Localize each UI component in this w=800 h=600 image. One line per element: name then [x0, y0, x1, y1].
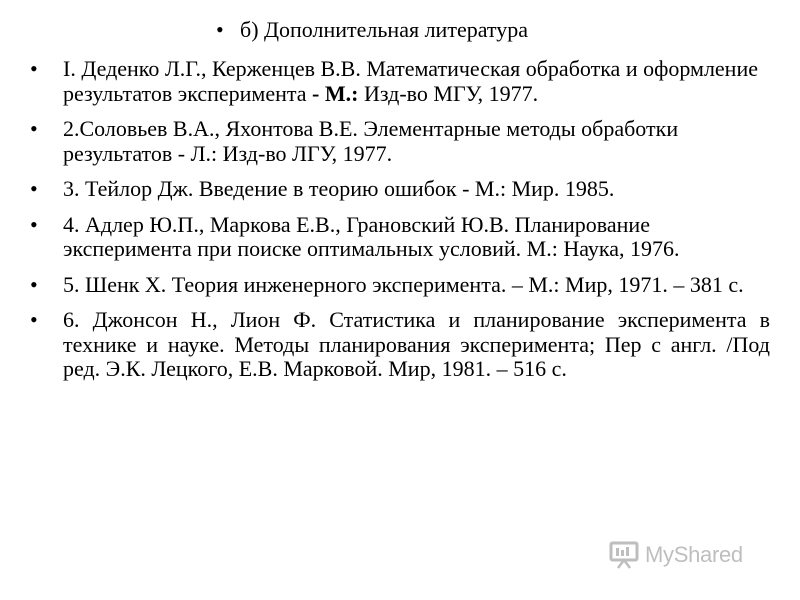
section-subtitle [216, 16, 528, 44]
reference-text: I. Деденко Л.Г., Керженцев В.В. Математическая обработка и оформление результатов эксперимента [63, 56, 758, 106]
reference-text: 5. Шенк Х. Теория инженерного эксперимента. – М.: Мир, 1971. – 381 с. [63, 271, 744, 297]
reference-list [30, 57, 770, 393]
watermark-text: MyShared [645, 542, 743, 567]
reference-text: 3. Тейлор Дж. Введение в теорию ошибок - М.: Мир. 1985. [63, 176, 615, 201]
bullet: • [216, 17, 224, 42]
reference-item-3 [30, 177, 770, 202]
presentation-board-icon [609, 541, 639, 569]
reference-text: 2.Соловьев В.А., Яхонтова В.Е. Элементарные методы обработки результатов - Л.: Изд-во ЛГУ, 1977. [63, 116, 679, 166]
reference-item-1 [30, 57, 770, 106]
bullet: • [30, 56, 38, 81]
reference-text-end: Изд-во МГУ, 1977. [358, 80, 539, 106]
bullet: • [30, 271, 38, 297]
reference-publisher-city: - М.: [312, 80, 359, 106]
reference-item-2 [30, 117, 770, 166]
bullet: • [30, 211, 38, 237]
reference-item-6 [30, 308, 770, 382]
reference-item-4 [30, 213, 770, 262]
reference-text: 6. Джонсон Н., Лион Ф. Статистика и планирование эксперимента в технике и науке. Методы планирования эксперимента; Пер с англ. /Под ред. Э.К. Лецкого, Е.В. Марковой. Мир, 1981. – 516 с. [63, 307, 770, 381]
bullet: • [30, 176, 38, 201]
watermark-logo [609, 540, 769, 570]
bullet: • [30, 307, 38, 332]
subtitle-text: б) Дополнительная литература [240, 17, 528, 42]
reference-text: 4. Адлер Ю.П., Маркова Е.В., Грановский Ю.В. Планирование эксперимента при поиске оптимальных условий. М.: Наука, 1976. [63, 211, 680, 261]
bullet: • [30, 116, 38, 141]
reference-item-5 [30, 273, 770, 298]
